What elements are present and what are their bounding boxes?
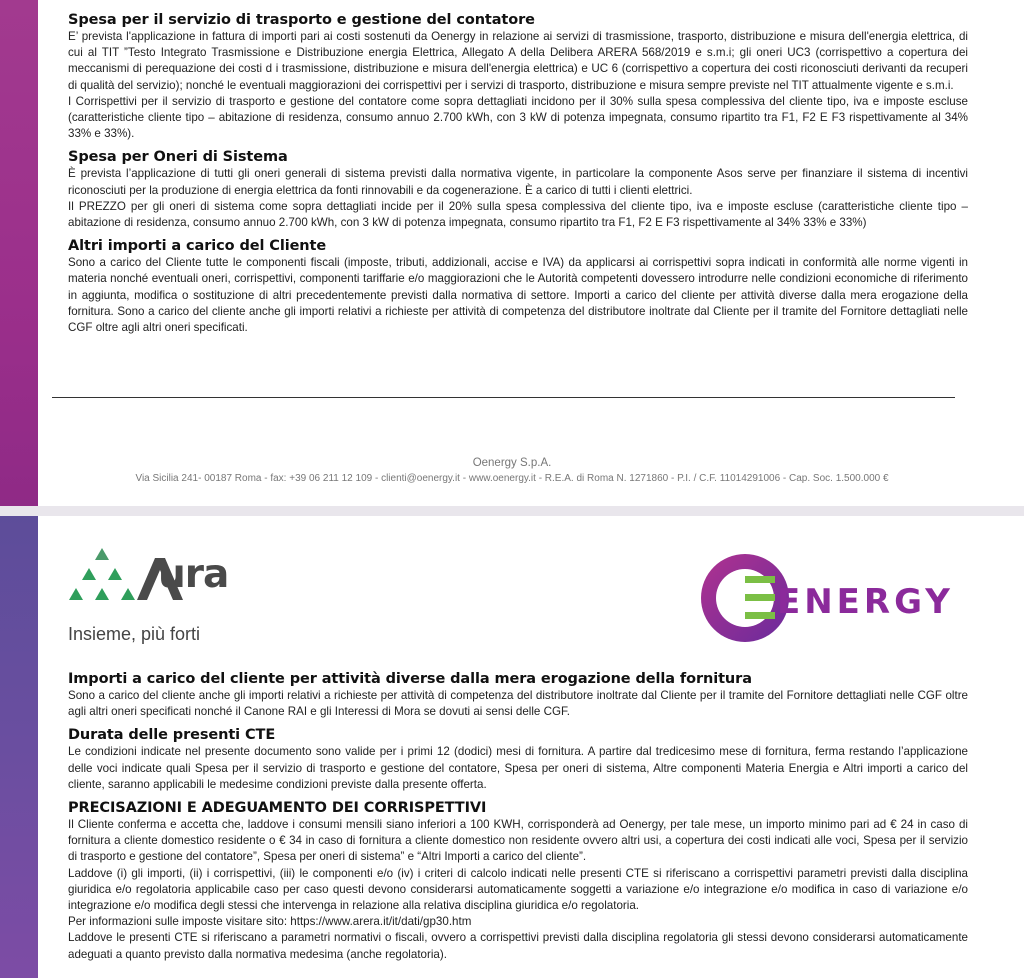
section-paragraph: È prevista l’applicazione di tutti gli oneri generali di sistema previsti dalla normativa vigente, in particolare la componente Asos serve per finanziare il sistema di incentivi riconosciuti per la produzione di energia elettrica da fonti rinnovabili e da cogenerazione. È a carico di tutti i clienti elettrici.	[68, 167, 968, 197]
aura-tagline: Insieme, più forti	[68, 624, 201, 644]
section-title: PRECISAZIONI E ADEGUAMENTO DEI CORRISPETTIVI	[68, 800, 487, 817]
aura-logo	[68, 546, 268, 646]
oenergy-ring-icon	[695, 546, 965, 651]
footer-company-name: Oenergy S.p.A.	[472, 457, 552, 469]
section-paragraph: Per informazioni sulle imposte visitare sito: https://www.arera.it/it/dati/gp30.htm	[68, 915, 472, 929]
section-paragraph: Sono a carico del cliente anche gli importi relativi a richieste per attività di competenza del distributore inoltrate dal Cliente per il tramite del Fornitore dettagliati nelle CGF oltre agli altri oneri specificati nonché il Canone RAI e gli Interessi di Mora se dovuti ai sensi delle CGF.	[68, 689, 968, 719]
section-importi-attivita	[68, 671, 968, 720]
section-paragraph: Sono a carico del Cliente tutte le componenti fiscali (imposte, tributi, addizionali, accise e IVA) da applicarsi ai corrispettivi sopra indicati in conformità alle norme vigenti in materia nonché eventuali oneri, corrispettivi, componenti tariffarie e/o maggiorazioni che le Autorità competenti dovessero introdurre nelle condizioni economiche di riferimento in aggiunta, modifica o sostituzione di altri precedentemente previsti dalla normativa di settore. Importi a carico del cliente per attività diverse dalla mera erogazione della fornitura. Sono a carico del cliente anche gli importi relativi a richieste per attività di competenza del distributore inoltrate dal Cliente per il tramite del Fornitore dettagliati nelle CGF oltre agli altri oneri specificati.	[68, 256, 968, 335]
footer-address: Via Sicilia 241- 00187 Roma - fax: +39 06 211 12 109 - clienti@oenergy.it - www.oenergy.it - R.E.A. di Roma N. 1271860 - P.I. / C.F. 11014291006 - Cap. Soc. 1.500.000 €	[135, 473, 889, 484]
footer-divider	[52, 397, 955, 398]
section-precisazioni	[68, 800, 968, 963]
document-page-2	[0, 516, 1024, 978]
section-altri-importi	[68, 238, 968, 336]
section-paragraph: Il PREZZO per gli oneri di sistema come sopra dettagliati incide per il 20% sulla spesa complessiva del cliente tipo, iva e imposte escluse (caratteristiche cliente tipo – abitazione di residenza, consumo annuo 2.700 kWh, con 3 kW di potenza impegnata, consumo ripartito tra F1, F2 E F3 rispettivamente al 34% 33% e 33%)	[68, 199, 968, 230]
page-separator	[0, 506, 1024, 516]
page-1-content	[68, 12, 968, 343]
page-side-bar	[0, 0, 38, 506]
page-2-content	[68, 671, 968, 970]
section-trasporto	[68, 12, 968, 142]
section-paragraph: Il Cliente conferma e accetta che, laddove i consumi mensili siano inferiori a 100 KWH, corrisponderà ad Oenergy, per tale mese, un importo minimo pari ad € 24 in caso di fornitura a cliente domestico residente o € 34 in caso di fornitura a cliente domestico non residente ovvero altri usi, a copertura dei costi indicati alle voci, Spesa per il servizio di trasporto e gestione del contatore”, Spesa per oneri di sistema” e “Altri Importi a carico del cliente”.	[68, 818, 968, 864]
section-paragraph: E’ prevista l'applicazione in fattura di importi pari ai costi sostenuti da Oenergy in relazione ai servizi di trasmissione, trasporto, distribuzione e misura dell'energia elettrica, di cui al TIT ”Testo Integrato Trasmissione e Distribuzione energia Elettrica, Allegato A della Delibera ARERA 568/2019 e s.m.i; gli oneri UC3 (corrispettivo a copertura dei meccanismi di perequazione dei costi d i trasmissione, distribuzione e misura dell'energia elettrica) e UC 6 (corrispettivo a copertura dei costi riconosciuti derivanti da recuperi di qualità del servizio); nonché le eventuali maggiorazioni dei corrispettivi per i servizi di trasporto, distribuzione e misura sempre previste nel TIT attualmente vigente e s.m.i.	[68, 30, 968, 92]
section-paragraph: Laddove le presenti CTE si riferiscano a parametri normativi o fiscali, ovvero a corrispettivi previsti dalla disciplina regolatoria gli stessi devono considerarsi automaticamente adeguati a quanto previsto dalla normativa medesima (anche regolatoria).	[68, 931, 968, 961]
page-side-bar	[0, 516, 38, 978]
oenergy-logo	[695, 546, 965, 651]
section-paragraph: I Corrispettivi per il servizio di trasporto e gestione del contatore come sopra dettagliati incidono per il 30% sulla spesa complessiva del cliente tipo, iva e imposte escluse (caratteristiche cliente tipo – abitazione di residenza, consumo annuo 2.700 kWh, con 3 kW di potenza impegnata, consumo ripartito tra F1, F2 E F3 rispettivamente al 34% 33% e 33%).	[68, 94, 968, 141]
aura-wordmark: ura	[158, 552, 229, 597]
section-title: Spesa per Oneri di Sistema	[68, 149, 288, 166]
section-title: Altri importi a carico del Cliente	[68, 238, 327, 255]
svg-text:ENERGY: ENERGY	[777, 582, 954, 622]
section-paragraph: Laddove (i) gli importi, (ii) i corrispettivi, (iii) le componenti e/o (iv) i criteri di calcolo indicati nelle presenti CTE si riferiscano a corrispettivi parametri previsti dalla disciplina giuridica e/o regolatoria applicabile caso per caso questi devono considerarsi automaticamente soggetti a variazione e/o integrazione e/o modifica in caso di variazione e/o integrazione e/o modifica degli stessi che intervenga in relazione alla relativa disciplina giuridica e/o regolatoria.	[68, 866, 968, 913]
section-oneri-sistema	[68, 149, 968, 231]
section-title: Importi a carico del cliente per attività diverse dalla mera erogazione della fornitura	[68, 671, 752, 687]
section-durata	[68, 727, 968, 793]
section-paragraph: Le condizioni indicate nel presente documento sono valide per i primi 12 (dodici) mesi di fornitura. A partire dal tredicesimo mese di fornitura, ferma restando l’applicazione delle voci indicate quali Spesa per il servizio di trasporto e gestione del contatore, Spesa per oneri di sistema, Altre componenti Materia Energia e Altri importi a carico del cliente, saranno applicabili le medesime condizioni previste dalla presente offerta.	[68, 745, 968, 791]
section-title: Durata delle presenti CTE	[68, 727, 276, 744]
section-title: Spesa per il servizio di trasporto e gestione del contatore	[68, 12, 535, 28]
